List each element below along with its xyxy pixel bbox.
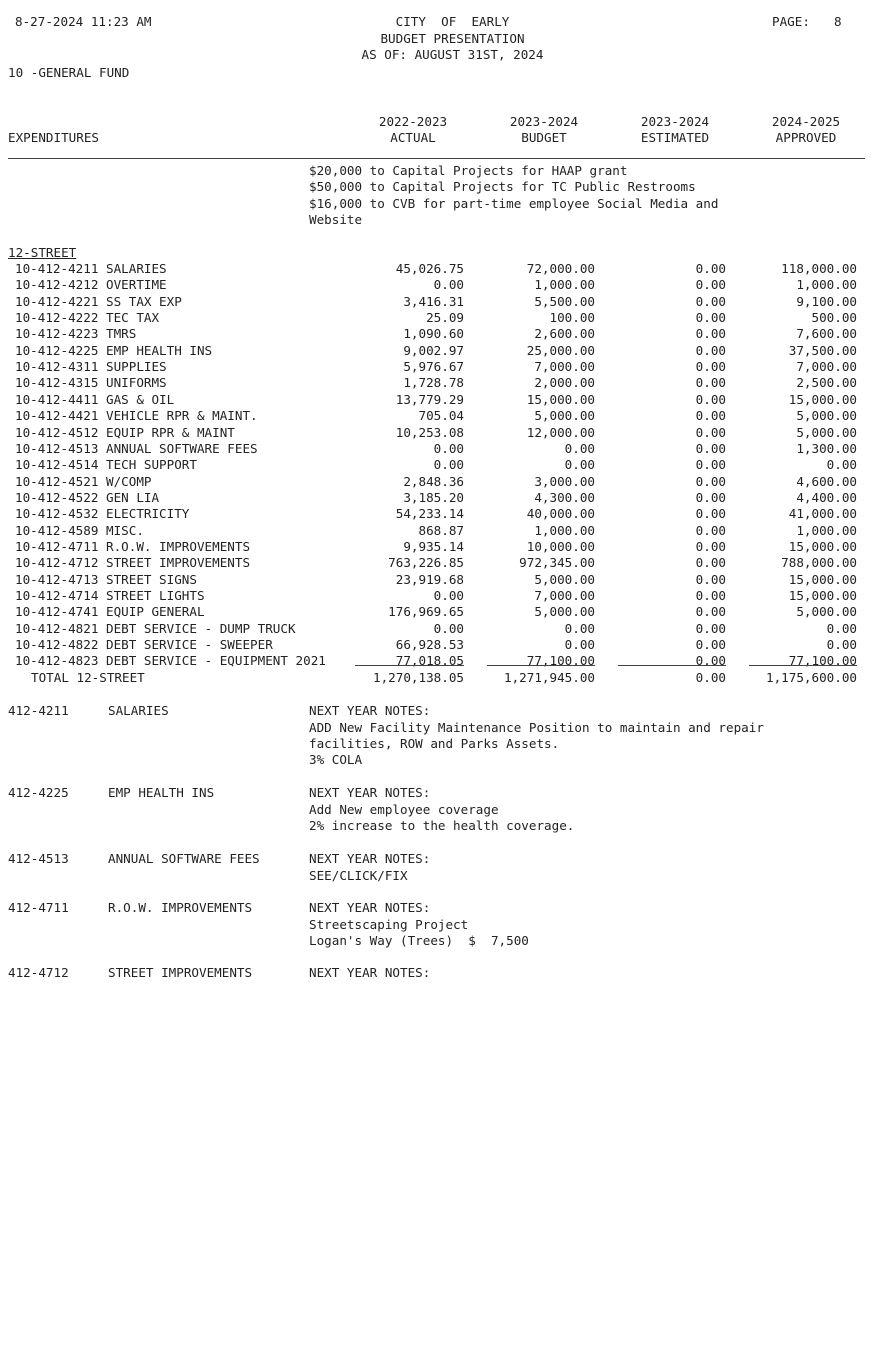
amount-approved: 0.00	[826, 637, 857, 653]
col-actual-label: ACTUAL	[390, 130, 436, 145]
amount-budget: 2,600.00	[534, 326, 595, 342]
account-name: 10-412-4514 TECH SUPPORT	[15, 457, 197, 473]
city-name: CITY OF EARLY	[395, 14, 510, 29]
intro-note-line: $50,000 to Capital Projects for TC Public Restrooms	[309, 179, 696, 194]
account-name: 10-412-4521 W/COMP	[15, 473, 152, 489]
note-account-code: 412-4712	[8, 965, 69, 980]
amount-actual: 9,002.97	[403, 342, 464, 358]
note-heading: NEXT YEAR NOTES:	[309, 900, 431, 915]
amount-actual: 1,090.60	[403, 326, 464, 342]
total-estimated: 0.00	[695, 670, 726, 685]
amount-actual: 0.00	[433, 457, 464, 473]
note-line: Logan's Way (Trees) $ 7,500	[309, 933, 529, 949]
amount-approved: 1,000.00	[796, 277, 857, 293]
amount-approved: 1,000.00	[796, 522, 857, 538]
amount-approved: 5,000.00	[796, 604, 857, 620]
account-name: 10-412-4821 DEBT SERVICE - DUMP TRUCK	[15, 620, 296, 636]
note-line: SEE/CLICK/FIX	[309, 868, 408, 883]
total-actual: 1,270,138.05	[373, 670, 464, 685]
account-name: 10-412-4221 SS TAX EXP	[15, 293, 182, 309]
amount-estimated: 0.00	[695, 538, 726, 554]
amount-budget: 77,100.00	[526, 653, 595, 669]
table-row	[0, 621, 875, 637]
amount-approved: 7,600.00	[796, 326, 857, 342]
account-name: 10-412-4315 UNIFORMS	[15, 375, 167, 391]
subtotal-rule	[749, 665, 857, 666]
table-row	[0, 375, 875, 391]
subtotal-rule	[355, 665, 464, 666]
amount-budget: 10,000.00	[526, 538, 595, 554]
amount-actual: 3,185.20	[403, 489, 464, 505]
page-label: PAGE:	[772, 14, 810, 29]
table-row	[0, 637, 875, 653]
amount-estimated: 0.00	[695, 326, 726, 342]
table-row	[0, 523, 875, 539]
amount-estimated: 0.00	[695, 571, 726, 587]
account-name: 10-412-4822 DEBT SERVICE - SWEEPER	[15, 637, 273, 653]
amount-approved: 4,400.00	[796, 489, 857, 505]
note-line: Add New employee coverage	[309, 802, 499, 817]
amount-approved: 500.00	[811, 310, 857, 326]
account-name: 10-412-4223 TMRS	[15, 326, 137, 342]
amount-budget: 15,000.00	[526, 391, 595, 407]
amount-estimated: 0.00	[695, 555, 726, 571]
note-line: facilities, ROW and Parks Assets.	[309, 736, 560, 752]
amount-actual: 0.00	[433, 620, 464, 636]
amount-approved: 0.00	[826, 457, 857, 473]
amount-approved: 15,000.00	[788, 391, 857, 407]
table-row	[0, 392, 875, 408]
note-account-name: ANNUAL SOFTWARE FEES	[108, 851, 260, 866]
note-heading: NEXT YEAR NOTES:	[309, 851, 431, 866]
expenditures-label: EXPENDITURES	[8, 130, 99, 145]
subtotal-rule	[618, 665, 726, 666]
amount-budget: 40,000.00	[526, 506, 595, 522]
table-row	[0, 539, 875, 555]
amount-budget: 7,000.00	[534, 359, 595, 375]
intro-note-line: $16,000 to CVB for part-time employee Social Media and	[309, 196, 719, 211]
amount-budget: 5,000.00	[534, 604, 595, 620]
amount-estimated: 0.00	[695, 293, 726, 309]
page-number: 8	[834, 14, 842, 29]
amount-estimated: 0.00	[695, 310, 726, 326]
amount-estimated: 0.00	[695, 342, 726, 358]
amount-estimated: 0.00	[695, 391, 726, 407]
table-row	[0, 343, 875, 359]
table-row	[0, 653, 875, 669]
table-row	[0, 441, 875, 457]
amount-actual: 2,848.36	[403, 473, 464, 489]
account-name: 10-412-4212 OVERTIME	[15, 277, 167, 293]
amount-estimated: 0.00	[695, 408, 726, 424]
amount-approved: 5,000.00	[796, 424, 857, 440]
section-title: 12-STREET	[8, 245, 77, 260]
table-row	[0, 506, 875, 522]
note-account-code: 412-4513	[8, 851, 69, 866]
amount-approved: 118,000.00	[781, 261, 857, 276]
table-row	[0, 457, 875, 473]
note-account-name: EMP HEALTH INS	[108, 785, 215, 800]
intro-note-line: Website	[309, 212, 363, 227]
amount-approved: 9,100.00	[796, 293, 857, 309]
account-name: 10-412-4713 STREET SIGNS	[15, 571, 197, 587]
account-name: 10-412-4712 STREET IMPROVEMENTS	[15, 555, 251, 571]
amount-budget: 0.00	[564, 440, 595, 456]
note-line: 3% COLA	[309, 752, 363, 768]
account-name: 10-412-4411 GAS & OIL	[15, 391, 175, 407]
col-budget-year: 2023-2024	[509, 114, 579, 129]
table-row	[0, 359, 875, 375]
amount-actual: 9,935.14	[403, 538, 464, 554]
amount-budget: 5,500.00	[534, 293, 595, 309]
amount-estimated: 0.00	[695, 473, 726, 489]
note-line: ADD New Facility Maintenance Position to maintain and repair	[309, 720, 764, 735]
amount-budget: 1,000.00	[534, 522, 595, 538]
amount-estimated: 0.00	[695, 620, 726, 636]
amount-budget: 12,000.00	[526, 424, 595, 440]
table-row	[0, 277, 875, 293]
amount-approved: 5,000.00	[796, 408, 857, 424]
amount-budget: 72,000.00	[526, 261, 595, 276]
table-row	[0, 326, 875, 342]
amount-estimated: 0.00	[695, 457, 726, 473]
header-divider	[8, 158, 865, 159]
table-row	[0, 261, 875, 277]
account-name: 10-412-4222 TEC TAX	[15, 310, 160, 326]
amount-actual: 0.00	[433, 588, 464, 603]
intro-note-line: $20,000 to Capital Projects for HAAP grant	[309, 163, 628, 178]
account-name: 10-412-4741 EQUIP GENERAL	[15, 604, 205, 620]
amount-estimated: 0.00	[695, 375, 726, 391]
amount-budget: 5,000.00	[534, 408, 595, 424]
amount-budget: 972,345.00	[519, 555, 595, 571]
amount-estimated: 0.00	[695, 653, 726, 669]
col-approved-label: APPROVED	[775, 130, 837, 145]
amount-approved: 4,600.00	[796, 473, 857, 489]
subtotal-rule	[487, 665, 595, 666]
amount-actual: 66,928.53	[395, 637, 464, 653]
amount-actual: 176,969.65	[388, 604, 464, 620]
amount-actual: 1,728.78	[403, 375, 464, 391]
amount-estimated: 0.00	[695, 506, 726, 522]
amount-approved: 788,000.00	[781, 555, 857, 571]
table-row	[0, 490, 875, 506]
amount-budget: 7,000.00	[534, 588, 595, 603]
amount-actual: 10,253.08	[395, 424, 464, 440]
note-account-code: 412-4711	[8, 900, 69, 915]
amount-approved: 1,300.00	[796, 440, 857, 456]
col-actual-year: 2022-2023	[378, 114, 448, 129]
amount-estimated: 0.00	[695, 637, 726, 653]
note-account-code: 412-4211	[8, 703, 69, 718]
amount-approved: 0.00	[826, 620, 857, 636]
table-row	[0, 555, 875, 571]
report-title: BUDGET PRESENTATION	[380, 31, 525, 46]
amount-actual: 868.87	[418, 522, 464, 538]
account-name: 10-412-4711 R.O.W. IMPROVEMENTS	[15, 538, 251, 554]
amount-budget: 25,000.00	[526, 342, 595, 358]
amount-actual: 705.04	[418, 408, 464, 424]
table-row	[0, 425, 875, 441]
amount-actual: 0.00	[433, 440, 464, 456]
as-of-date: AS OF: AUGUST 31ST, 2024	[361, 47, 544, 62]
account-name: 10-412-4589 MISC.	[15, 522, 144, 538]
note-heading: NEXT YEAR NOTES:	[309, 785, 431, 800]
total-row	[0, 670, 875, 686]
amount-estimated: 0.00	[695, 489, 726, 505]
table-row	[0, 310, 875, 326]
note-account-name: STREET IMPROVEMENTS	[108, 965, 253, 980]
table-row	[0, 588, 875, 604]
amount-approved: 77,100.00	[788, 653, 857, 669]
account-name: 10-412-4522 GEN LIA	[15, 489, 160, 505]
col-approved-year: 2024-2025	[771, 114, 841, 129]
account-name: 10-412-4512 EQUIP RPR & MAINT	[15, 424, 235, 440]
note-heading: NEXT YEAR NOTES:	[309, 703, 431, 718]
col-estimated-label: ESTIMATED	[640, 130, 710, 145]
amount-budget: 0.00	[564, 620, 595, 636]
account-name: 10-412-4823 DEBT SERVICE - EQUIPMENT 2021	[15, 653, 326, 669]
account-name: 10-412-4225 EMP HEALTH INS	[15, 342, 213, 358]
table-row	[0, 604, 875, 620]
amount-budget: 100.00	[549, 310, 595, 326]
amount-actual: 45,026.75	[395, 261, 464, 276]
amount-actual: 25.09	[426, 310, 464, 326]
amount-budget: 2,000.00	[534, 375, 595, 391]
fund-name: 10 -GENERAL FUND	[8, 65, 130, 80]
amount-estimated: 0.00	[695, 588, 726, 603]
note-line: Streetscaping Project	[309, 917, 469, 932]
total-label: TOTAL 12-STREET	[31, 670, 145, 685]
total-budget: 1,271,945.00	[504, 670, 595, 685]
amount-approved: 15,000.00	[788, 538, 857, 554]
account-name: 10-412-4714 STREET LIGHTS	[15, 588, 205, 603]
note-account-code: 412-4225	[8, 785, 69, 800]
account-name: 10-412-4211 SALARIES	[15, 261, 167, 276]
amount-estimated: 0.00	[695, 604, 726, 620]
amount-actual: 54,233.14	[395, 506, 464, 522]
total-approved: 1,175,600.00	[766, 670, 857, 685]
amount-actual: 0.00	[433, 277, 464, 293]
amount-actual: 3,416.31	[403, 293, 464, 309]
note-line: 2% increase to the health coverage.	[309, 818, 575, 834]
amount-approved: 2,500.00	[796, 375, 857, 391]
account-name: 10-412-4311 SUPPLIES	[15, 359, 167, 375]
note-heading: NEXT YEAR NOTES:	[309, 965, 431, 980]
account-name: 10-412-4513 ANNUAL SOFTWARE FEES	[15, 440, 258, 456]
amount-approved: 15,000.00	[788, 588, 857, 603]
amount-budget: 1,000.00	[534, 277, 595, 293]
note-account-name: R.O.W. IMPROVEMENTS	[108, 900, 253, 915]
amount-approved: 15,000.00	[788, 571, 857, 587]
col-budget-label: BUDGET	[521, 130, 567, 145]
amount-budget: 4,300.00	[534, 489, 595, 505]
amount-actual: 77,018.05	[395, 653, 464, 669]
amount-approved: 7,000.00	[796, 359, 857, 375]
table-row	[0, 294, 875, 310]
amount-budget: 3,000.00	[534, 473, 595, 489]
amount-budget: 5,000.00	[534, 571, 595, 587]
amount-estimated: 0.00	[695, 424, 726, 440]
amount-budget: 0.00	[564, 457, 595, 473]
amount-estimated: 0.00	[695, 359, 726, 375]
amount-estimated: 0.00	[695, 261, 726, 276]
col-estimated-year: 2023-2024	[640, 114, 710, 129]
table-row	[0, 572, 875, 588]
amount-actual: 23,919.68	[395, 571, 464, 587]
table-row	[0, 474, 875, 490]
account-name: 10-412-4421 VEHICLE RPR & MAINT.	[15, 408, 258, 424]
amount-actual: 13,779.29	[395, 391, 464, 407]
note-account-name: SALARIES	[108, 703, 169, 718]
amount-budget: 0.00	[564, 637, 595, 653]
amount-approved: 41,000.00	[788, 506, 857, 522]
amount-estimated: 0.00	[695, 440, 726, 456]
amount-approved: 37,500.00	[788, 342, 857, 358]
amount-estimated: 0.00	[695, 522, 726, 538]
amount-estimated: 0.00	[695, 277, 726, 293]
report-datetime: 8-27-2024 11:23 AM	[15, 14, 152, 29]
account-name: 10-412-4532 ELECTRICITY	[15, 506, 190, 522]
amount-actual: 763,226.85	[388, 555, 464, 571]
amount-actual: 5,976.67	[403, 359, 464, 375]
table-row	[0, 408, 875, 424]
